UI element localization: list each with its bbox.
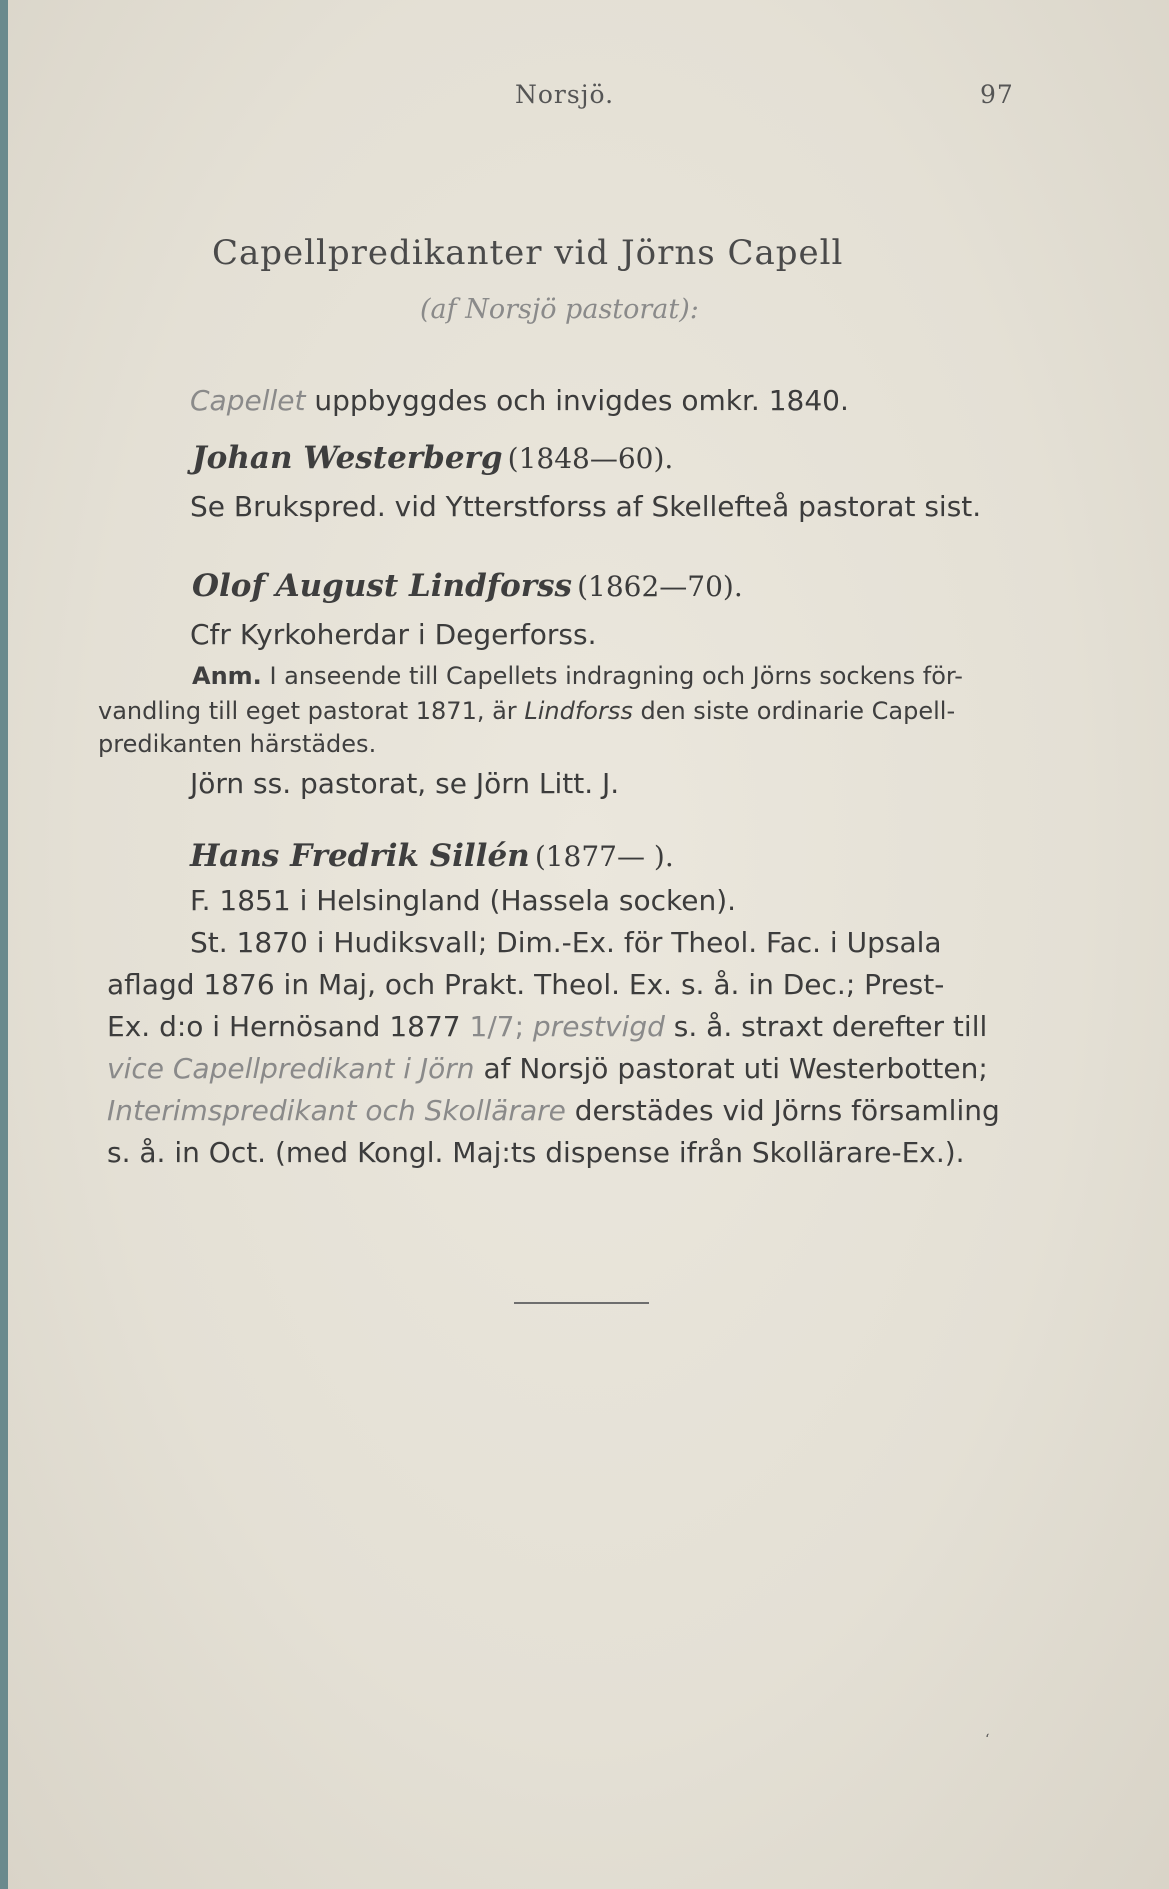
running-title: Norsjö. bbox=[515, 80, 615, 109]
entry-text: Se Brukspred. vid Ytterstforss af Skellefteå pastorat sist. bbox=[190, 490, 982, 523]
divider bbox=[514, 1302, 649, 1304]
entry-heading bbox=[192, 568, 743, 604]
bio-text: s. å. straxt derefter till bbox=[673, 1010, 988, 1043]
entry-name: Hans Fredrik Sillén bbox=[190, 838, 530, 874]
page-speck: ‘ bbox=[985, 1732, 990, 1748]
bio-date: 1/7; bbox=[469, 1010, 524, 1043]
entry-years: (1877— ). bbox=[534, 840, 674, 873]
intro-line bbox=[190, 384, 849, 417]
page-number: 97 bbox=[980, 80, 1014, 109]
bio-line: St. 1870 i Hudiksvall; Dim.-Ex. för Theol. Fac. i Upsala bbox=[190, 926, 942, 959]
bio-line: aflagd 1876 in Maj, och Prakt. Theol. Ex. s. å. in Dec.; Prest- bbox=[107, 968, 945, 1001]
note-text: den siste ordinarie Capell- bbox=[640, 697, 956, 725]
note-text: I anseende till Capellets indragning och Jörns sockens för- bbox=[269, 662, 963, 690]
bio-italic: vice Capellpredikant i Jörn bbox=[107, 1052, 475, 1085]
intro-lead: Capellet bbox=[190, 384, 306, 417]
entry-text: Cfr Kyrkoherdar i Degerforss. bbox=[190, 618, 597, 651]
note-text: vandling till eget pastorat 1871, är bbox=[98, 697, 517, 725]
bio-text: derstädes vid Jörns församling bbox=[574, 1094, 1000, 1127]
entry-heading bbox=[192, 440, 673, 476]
cross-reference: Jörn ss. pastorat, se Jörn Litt. J. bbox=[190, 767, 620, 800]
entry-years: (1862—70). bbox=[577, 570, 743, 603]
note-line: predikanten härstädes. bbox=[98, 730, 377, 758]
bio-text: af Norsjö pastorat uti Westerbotten; bbox=[483, 1052, 988, 1085]
note-label: Anm. bbox=[192, 662, 262, 690]
note-name: Lindforss bbox=[524, 697, 633, 725]
bio-line bbox=[107, 1010, 987, 1043]
bio-line: F. 1851 i Helsingland (Hassela socken). bbox=[190, 884, 737, 917]
intro-text: uppbyggdes och invigdes omkr. 1840. bbox=[314, 384, 849, 417]
page-edge bbox=[0, 0, 8, 1889]
bio-italic: prestvigd bbox=[532, 1010, 665, 1043]
entry-name: Olof August Lindforss bbox=[192, 568, 572, 604]
bio-line: s. å. in Oct. (med Kongl. Maj:ts dispense ifrån Skollärare-Ex.). bbox=[107, 1136, 965, 1169]
section-title: Capellpredikanter vid Jörns Capell bbox=[212, 233, 844, 273]
bio-text: Ex. d:o i Hernösand 1877 bbox=[107, 1010, 461, 1043]
section-subtitle: (af Norsjö pastorat): bbox=[420, 294, 699, 325]
bio-line bbox=[107, 1052, 988, 1085]
bio-italic: Interimspredikant och Skollärare bbox=[107, 1094, 566, 1127]
bio-line bbox=[107, 1094, 1000, 1127]
entry-name: Johan Westerberg bbox=[192, 440, 503, 476]
note-line bbox=[98, 697, 955, 725]
note-line bbox=[192, 662, 963, 690]
entry-heading bbox=[190, 838, 674, 874]
entry-years: (1848—60). bbox=[507, 442, 674, 475]
